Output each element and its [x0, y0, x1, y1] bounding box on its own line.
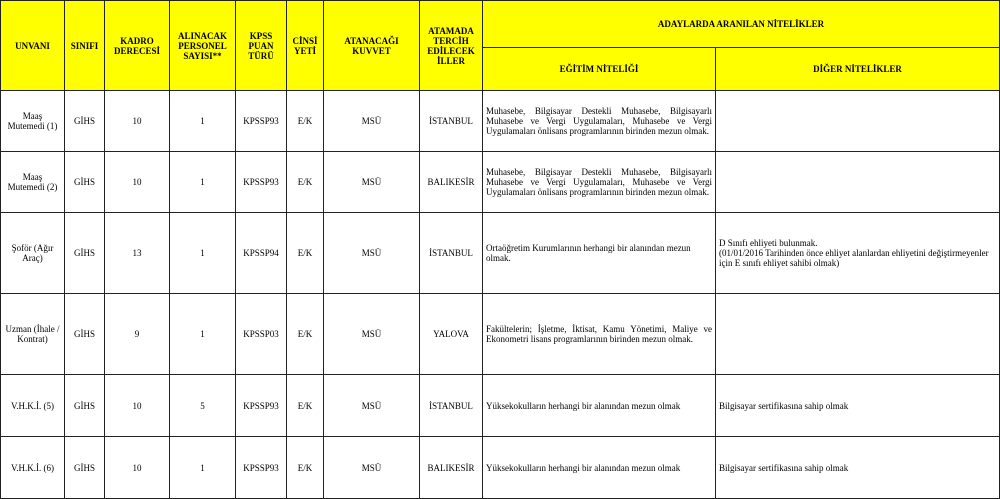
cell-il: İSTANBUL	[420, 91, 483, 152]
cell-sayi: 5	[170, 375, 236, 437]
header-sinifi: SINIFI	[65, 1, 105, 91]
cell-unvan: V.H.K.İ. (5)	[1, 375, 65, 437]
header-kpss-puan-turu: KPSS PUAN TÜRÜ	[236, 1, 287, 91]
cell-kadro: 10	[105, 375, 170, 437]
table-row	[1, 152, 1000, 213]
cell-kpss: KPSSP93	[236, 437, 287, 499]
cell-sinif: GİHS	[65, 152, 105, 213]
cell-kpss: KPSSP93	[236, 152, 287, 213]
cell-il: BALIKESİR	[420, 152, 483, 213]
header-cinsiyeti: CİNSİ YETİ	[287, 1, 324, 91]
header-tercih-iller: ATAMADA TERCİH EDİLECEK İLLER	[420, 1, 483, 91]
cell-cinsiyet: E/K	[287, 294, 324, 375]
cell-cinsiyet: E/K	[287, 437, 324, 499]
cell-sayi: 1	[170, 294, 236, 375]
header-kadro-derecesi: KADRO DERECESİ	[105, 1, 170, 91]
cell-egitim: Yüksekokulların herhangi bir alanından mezun olmak	[483, 375, 716, 437]
cell-egitim: Muhasebe, Bilgisayar Destekli Muhasebe, Bilgisayarlı Muhasebe ve Vergi Uygulamaları, Muhasebe ve Vergi Uygulamaları önlisans programlarının birinden mezun olmak.	[483, 152, 716, 213]
header-egitim-niteligi: EĞİTİM NİTELİĞİ	[483, 48, 716, 91]
cell-kpss: KPSSP93	[236, 375, 287, 437]
cell-il: İSTANBUL	[420, 375, 483, 437]
cell-unvan: V.H.K.İ. (6)	[1, 437, 65, 499]
cell-cinsiyet: E/K	[287, 91, 324, 152]
cell-unvan: Uzman (İhale / Kontrat)	[1, 294, 65, 375]
cell-kadro: 10	[105, 437, 170, 499]
cell-egitim: Yüksekokulların herhangi bir alanından mezun olmak	[483, 437, 716, 499]
cell-cinsiyet: E/K	[287, 213, 324, 294]
cell-kuvvet: MSÜ	[324, 213, 420, 294]
cell-diger: D Sınıfı ehliyeti bulunmak. (01/01/2016 Tarihinden önce ehliyet alanlardan ehliyetini değiştirmeyenler için E sınıfı ehliyet sahibi olmak)	[716, 213, 1000, 294]
cell-cinsiyet: E/K	[287, 152, 324, 213]
cell-sinif: GİHS	[65, 213, 105, 294]
cell-kadro: 9	[105, 294, 170, 375]
cell-cinsiyet: E/K	[287, 375, 324, 437]
header-aranilan-nitelikler: ADAYLARDA ARANILAN NİTELİKLER	[483, 1, 1000, 48]
table-row	[1, 375, 1000, 437]
cell-egitim: Ortaöğretim Kurumlarının herhangi bir alanından mezun olmak.	[483, 213, 716, 294]
header-unvani: UNVANI	[1, 1, 65, 91]
cell-kuvvet: MSÜ	[324, 91, 420, 152]
cell-kadro: 10	[105, 152, 170, 213]
cell-unvan: Şoför (Ağır Araç)	[1, 213, 65, 294]
cell-sinif: GİHS	[65, 375, 105, 437]
header-atanacagi-kuvvet: ATANACAĞI KUVVET	[324, 1, 420, 91]
cell-egitim: Fakültelerin; İşletme, İktisat, Kamu Yönetimi, Maliye ve Ekonometri lisans programlarının birinden mezun olmak.	[483, 294, 716, 375]
header-alinacak-personel: ALINACAK PERSONEL SAYISI**	[170, 1, 236, 91]
table-row	[1, 91, 1000, 152]
cell-sayi: 1	[170, 437, 236, 499]
cell-diger	[716, 152, 1000, 213]
cell-kpss: KPSSP94	[236, 213, 287, 294]
cell-il: BALIKESİR	[420, 437, 483, 499]
cell-unvan: Maaş Mutemedi (2)	[1, 152, 65, 213]
cell-sinif: GİHS	[65, 294, 105, 375]
cell-kadro: 13	[105, 213, 170, 294]
cell-diger: Bilgisayar sertifikasına sahip olmak	[716, 437, 1000, 499]
cell-sayi: 1	[170, 213, 236, 294]
cell-il: İSTANBUL	[420, 213, 483, 294]
cell-egitim: Muhasebe, Bilgisayar Destekli Muhasebe, Bilgisayarlı Muhasebe ve Vergi Uygulamaları, Muhasebe ve Vergi Uygulamaları önlisans programlarının birinden mezun olmak.	[483, 91, 716, 152]
cell-kpss: KPSSP93	[236, 91, 287, 152]
cell-il: YALOVA	[420, 294, 483, 375]
cell-sayi: 1	[170, 152, 236, 213]
cell-diger: Bilgisayar sertifikasına sahip olmak	[716, 375, 1000, 437]
cell-kuvvet: MSÜ	[324, 375, 420, 437]
cell-sinif: GİHS	[65, 437, 105, 499]
cell-unvan: Maaş Mutemedi (1)	[1, 91, 65, 152]
cell-kuvvet: MSÜ	[324, 437, 420, 499]
table-row	[1, 437, 1000, 499]
table-row	[1, 213, 1000, 294]
table-row	[1, 294, 1000, 375]
cell-kpss: KPSSP03	[236, 294, 287, 375]
cell-sinif: GİHS	[65, 91, 105, 152]
cell-diger	[716, 294, 1000, 375]
cell-kuvvet: MSÜ	[324, 152, 420, 213]
cell-kuvvet: MSÜ	[324, 294, 420, 375]
cell-diger	[716, 91, 1000, 152]
cell-kadro: 10	[105, 91, 170, 152]
cell-sayi: 1	[170, 91, 236, 152]
header-diger-nitelikler: DİĞER NİTELİKLER	[716, 48, 1000, 91]
